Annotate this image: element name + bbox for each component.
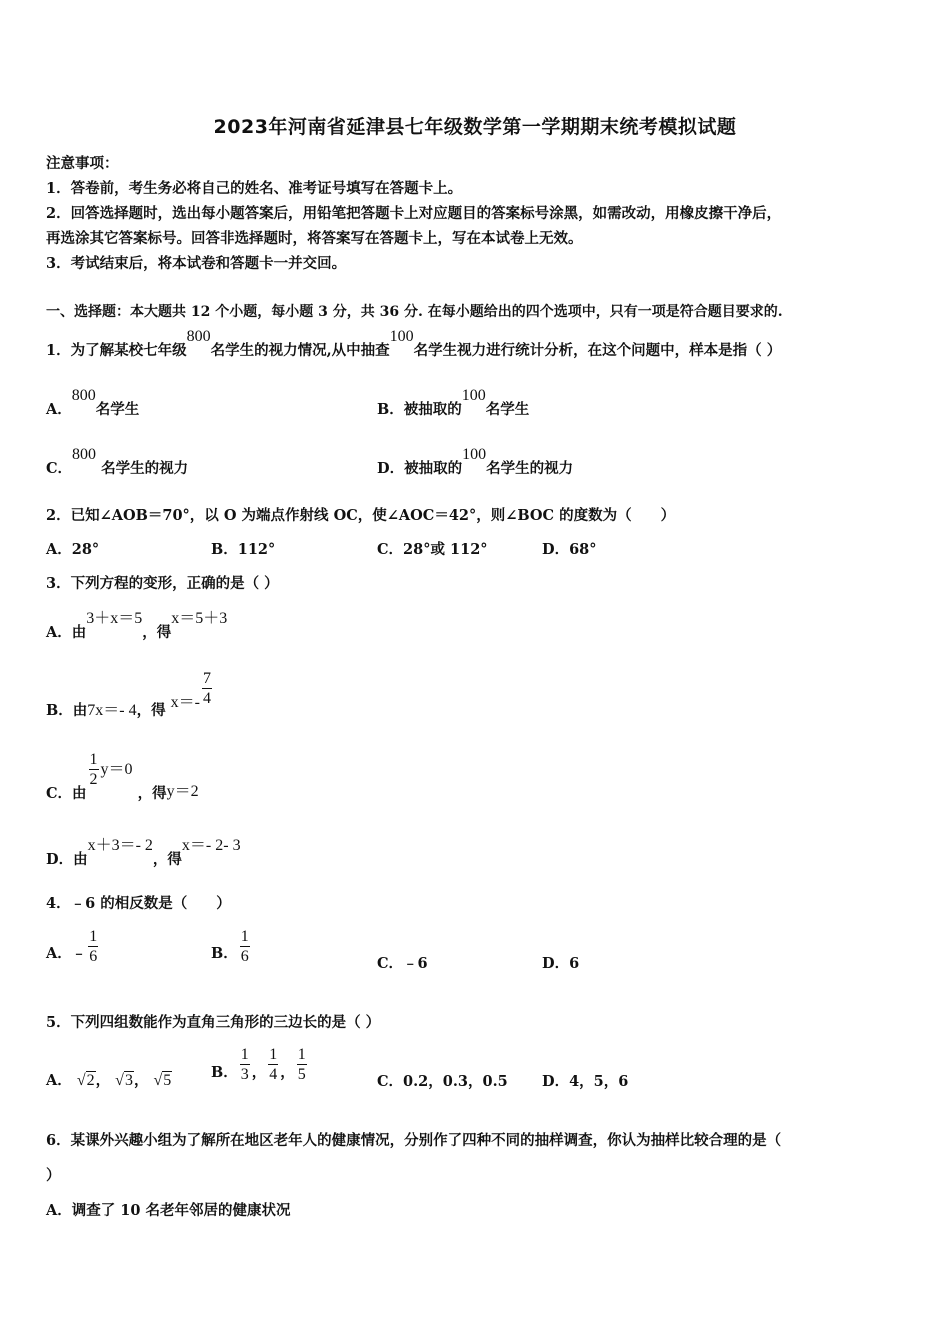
q3-option-b-mid: ，得 xyxy=(136,701,166,719)
q4-option-a-label: A．﹣ xyxy=(46,944,87,962)
notice-item-1: 1．答卷前，考生务必将自己的姓名、准考证号填写在答题卡上。 xyxy=(46,180,463,197)
q1-option-a-number: 800 xyxy=(71,387,96,404)
fraction-denominator: 4 xyxy=(203,690,212,707)
q1-option-b xyxy=(377,387,530,419)
q4-option-b xyxy=(211,927,252,966)
fraction-denominator: 2 xyxy=(89,771,98,788)
fraction-1-3: $\frac{1}{3}$ xyxy=(240,1046,249,1083)
q1-part-1: 1．为了解某校七年级 xyxy=(46,342,187,359)
q1-option-a-label: A． xyxy=(46,401,72,418)
sqrt-5: √5 xyxy=(153,1072,172,1089)
notice-item-3: 3．考试结束后，将本试卷和答题卡一并交回。 xyxy=(46,255,347,272)
q5-option-b: B． $\frac{1}{3}$ ， $\frac{1}{4}$ ， $\frac{1}{5}$ xyxy=(211,1046,306,1083)
q3-option-b-equation-1: 7x＝- 4 xyxy=(87,701,137,719)
q2-option-d: D．68° xyxy=(542,541,597,558)
q3-option-b-label: B．由 xyxy=(46,701,88,719)
q3-option-c-equation-2: y＝2 xyxy=(166,782,199,800)
q3-option-a xyxy=(46,610,228,642)
q1-option-b-text: 名学生 xyxy=(485,401,530,418)
q3-option-a-equation-2: x＝5＋3 xyxy=(171,610,228,627)
q3-option-d-mid: ，得 xyxy=(152,851,182,868)
q3-option-a-mid: ，得 xyxy=(142,624,172,641)
question-2-stem: 2．已知∠AOB＝70°，以 O 为端点作射线 OC，使∠AOC＝42°，则∠BOC 的度数为（ ） xyxy=(46,507,676,524)
q1-number-800: 800 xyxy=(186,328,211,345)
q1-option-d-text: 名学生的视力 xyxy=(486,460,574,477)
q3-option-d-label: D．由 xyxy=(46,851,88,868)
q5-option-d: D．4，5，6 xyxy=(542,1073,629,1090)
fraction-numerator: 1 xyxy=(89,928,98,945)
notice-item-2: 2．回答选择题时，选出每小题答案后，用铅笔把答题卡上对应题目的答案标号涂黑，如需改动，用橡皮擦干净后， xyxy=(46,205,782,222)
question-5-stem: 5．下列四组数能作为直角三角形的三边长的是（ ） xyxy=(46,1014,381,1031)
fraction-numerator: 1 xyxy=(89,751,98,768)
sqrt-3: √3 xyxy=(115,1072,133,1089)
fraction-denominator: 6 xyxy=(89,948,98,965)
q1-option-c-label: C． xyxy=(46,460,73,477)
page-title: 2023年河南省延津县七年级数学第一学期期末统考模拟试题 xyxy=(213,116,737,138)
q3-option-a-equation-1: 3＋x＝5 xyxy=(86,610,143,627)
section-heading: 一、选择题：本大题共 12 个小题，每小题 3 分，共 36 分. 在每小题给出的四个选项中，只有一项是符合题目要求的. xyxy=(46,304,783,320)
q1-number-100: 100 xyxy=(389,328,414,345)
question-6-stem: 6．某课外兴趣小组为了解所在地区老年人的健康情况，分别作了四种不同的抽样调查，你认为抽样比较合理的是（ xyxy=(46,1132,782,1149)
q2-option-b: B．112° xyxy=(211,541,276,558)
q3-option-b-fraction xyxy=(202,669,212,708)
q3-option-c-equation-1: y＝0 xyxy=(100,760,133,778)
notice-item-2-cont: 再选涂其它答案标号。回答非选择题时，将答案写在答题卡上，写在本试卷上无效。 xyxy=(46,230,583,247)
q1-option-d xyxy=(377,446,574,478)
q3-option-b xyxy=(46,665,214,719)
q1-option-d-label: D．被抽取的 xyxy=(377,460,463,477)
q1-part-3: 名学生视力进行统计分析，在这个问题中，样本是指（ ） xyxy=(413,342,782,359)
q5-option-b-label: B． xyxy=(211,1063,238,1081)
q5-option-a-label: A． xyxy=(46,1072,72,1089)
q4-option-a xyxy=(46,927,100,966)
q3-option-d-equation-2: x＝- 2- 3 xyxy=(181,837,241,854)
question-3-stem: 3．下列方程的变形，正确的是（ ） xyxy=(46,575,279,592)
q1-part-2: 名学生的视力情况,从中抽查 xyxy=(210,342,390,359)
q4-option-c: C．﹣6 xyxy=(377,955,428,972)
q1-option-c-number: 800 xyxy=(72,446,97,463)
q3-option-c-label: C．由 xyxy=(46,784,87,802)
fraction-numerator: 7 xyxy=(203,670,212,687)
q3-option-d xyxy=(46,837,241,869)
q5-option-a: A． √2， √3， √5 xyxy=(46,1072,172,1089)
q2-option-c: C．28°或 112° xyxy=(377,541,488,558)
q4-option-b-fraction xyxy=(240,927,250,966)
q3-option-b-equation-2: x＝- xyxy=(170,693,201,711)
q3-option-c-mid: ，得 xyxy=(137,784,167,802)
q3-option-a-label: A．由 xyxy=(46,624,87,641)
q1-option-d-number: 100 xyxy=(462,446,487,463)
q4-option-b-label: B． xyxy=(211,944,238,962)
q3-option-c-fraction xyxy=(89,750,99,789)
q4-option-d: D．6 xyxy=(542,955,580,972)
q1-option-b-label: B．被抽取的 xyxy=(377,401,462,418)
sqrt-2: √2 xyxy=(76,1072,95,1089)
q1-option-c xyxy=(46,446,189,478)
fraction-numerator: 1 xyxy=(240,928,249,945)
q4-option-a-fraction xyxy=(88,927,98,966)
q3-option-d-equation-1: x＋3＝- 2 xyxy=(87,837,153,854)
question-4-stem: 4．﹣6 的相反数是（ ） xyxy=(46,895,231,912)
q1-option-b-number: 100 xyxy=(461,387,486,404)
question-1-stem xyxy=(46,328,782,360)
q1-option-a-text: 名学生 xyxy=(95,401,140,418)
q3-option-c xyxy=(46,750,199,802)
notice-heading: 注意事项： xyxy=(46,155,119,172)
q1-option-a xyxy=(46,387,140,419)
fraction-1-4: $\frac{1}{4}$ xyxy=(269,1046,278,1083)
question-6-stem-cont: ） xyxy=(46,1167,61,1184)
fraction-1-5: $\frac{1}{5}$ xyxy=(297,1046,306,1083)
q2-option-a: A．28° xyxy=(46,541,100,558)
q1-option-c-text: 名学生的视力 xyxy=(101,460,189,477)
fraction-denominator: 6 xyxy=(240,948,249,965)
q5-option-c: C．0.2，0.3，0.5 xyxy=(377,1073,508,1090)
q6-option-a: A．调查了 10 名老年邻居的健康状况 xyxy=(46,1202,291,1219)
